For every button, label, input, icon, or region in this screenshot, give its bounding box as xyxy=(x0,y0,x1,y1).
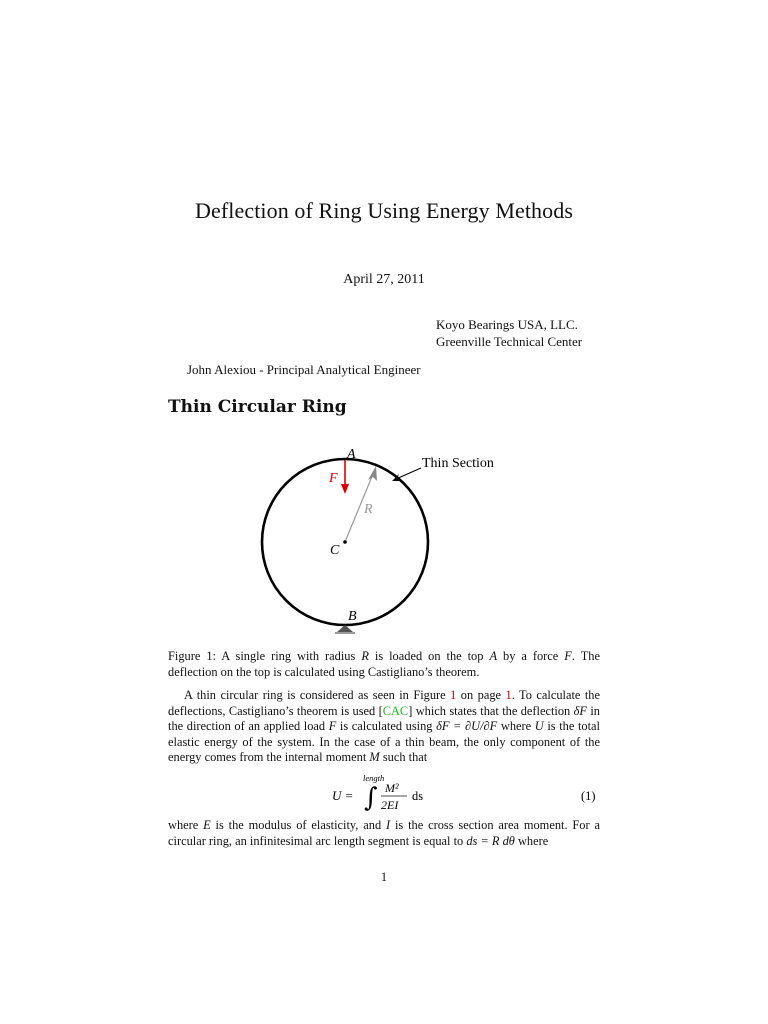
eq-denominator: 2EI xyxy=(381,798,399,812)
arc-length-formula: ds = R dθ xyxy=(466,833,515,848)
para-text: is calculated using xyxy=(336,719,437,734)
caption-var-R: R xyxy=(361,649,369,663)
caption-text: Figure 1: A single ring with radius xyxy=(168,649,362,663)
eq-numerator: M² xyxy=(385,781,399,795)
para-text: where xyxy=(168,818,204,832)
page-number: 1 xyxy=(380,870,388,884)
eq-lhs: U = xyxy=(332,788,354,803)
caption-text: . The deflection on the top is calculated using Castigliano’s theorem. xyxy=(168,649,600,679)
var-deltaF: δF xyxy=(573,703,587,718)
var-U: U xyxy=(534,719,544,734)
label-B: B xyxy=(348,609,357,624)
para-text: is the cross section area moment. For a circular ring, an infinitesimal arc length segment is equal to xyxy=(168,818,600,848)
affiliation-center: Greenville Technical Center xyxy=(436,334,583,349)
para-text: where xyxy=(497,719,535,734)
eq-upper-limit: length xyxy=(363,773,385,783)
var-I: I xyxy=(386,818,391,832)
var-E: E xyxy=(203,818,211,832)
para-text: such that xyxy=(379,750,428,765)
para-text: ] which states that the deflection xyxy=(408,703,574,718)
section-title: Thin Circular Ring xyxy=(168,397,347,417)
affiliation-company: Koyo Bearings USA, LLC. xyxy=(436,317,578,332)
caption-var-A: A xyxy=(489,649,498,663)
eq-number: (1) xyxy=(581,789,596,803)
para-text: is the modulus of elasticity, and xyxy=(210,818,386,832)
paper-date: April 27, 2011 xyxy=(343,272,425,287)
para-text: is the total elastic energy of the system. In the case of a thin beam, the only component of the energy comes from the internal moment xyxy=(168,719,600,765)
label-F: F xyxy=(329,471,338,486)
castigliano-formula: δF = ∂U/∂F xyxy=(436,719,498,734)
author: John Alexiou - Principal Analytical Engineer xyxy=(187,362,421,377)
label-A: A xyxy=(347,447,356,462)
para-text: . To calculate the deflections, Castigliano’s theorem is used [ xyxy=(168,688,600,718)
label-thin-section: Thin Section xyxy=(422,456,494,471)
para-text: on page xyxy=(456,688,506,702)
para-text: A thin circular ring is considered as seen in Figure xyxy=(184,688,451,702)
caption-text: is loaded on the top xyxy=(368,649,490,663)
para-text: in the direction of an applied load xyxy=(168,703,600,734)
caption-var-F: F xyxy=(564,649,572,663)
label-R: R xyxy=(364,502,373,517)
eq-integral: ∫ xyxy=(364,783,378,813)
var-M: M xyxy=(369,750,380,765)
citation-link[interactable]: CAC xyxy=(382,703,409,718)
para-text: where xyxy=(514,833,549,848)
label-C: C xyxy=(330,543,340,558)
var-F: F xyxy=(328,719,337,734)
paragraph-2 xyxy=(168,818,600,849)
page-ref-link[interactable]: 1 xyxy=(505,688,512,702)
figure-ref-link[interactable]: 1 xyxy=(450,688,457,702)
paper-title: Deflection of Ring Using Energy Methods xyxy=(194,198,574,223)
eq-differential: ds xyxy=(412,789,424,803)
caption-text: by a force xyxy=(497,649,565,663)
